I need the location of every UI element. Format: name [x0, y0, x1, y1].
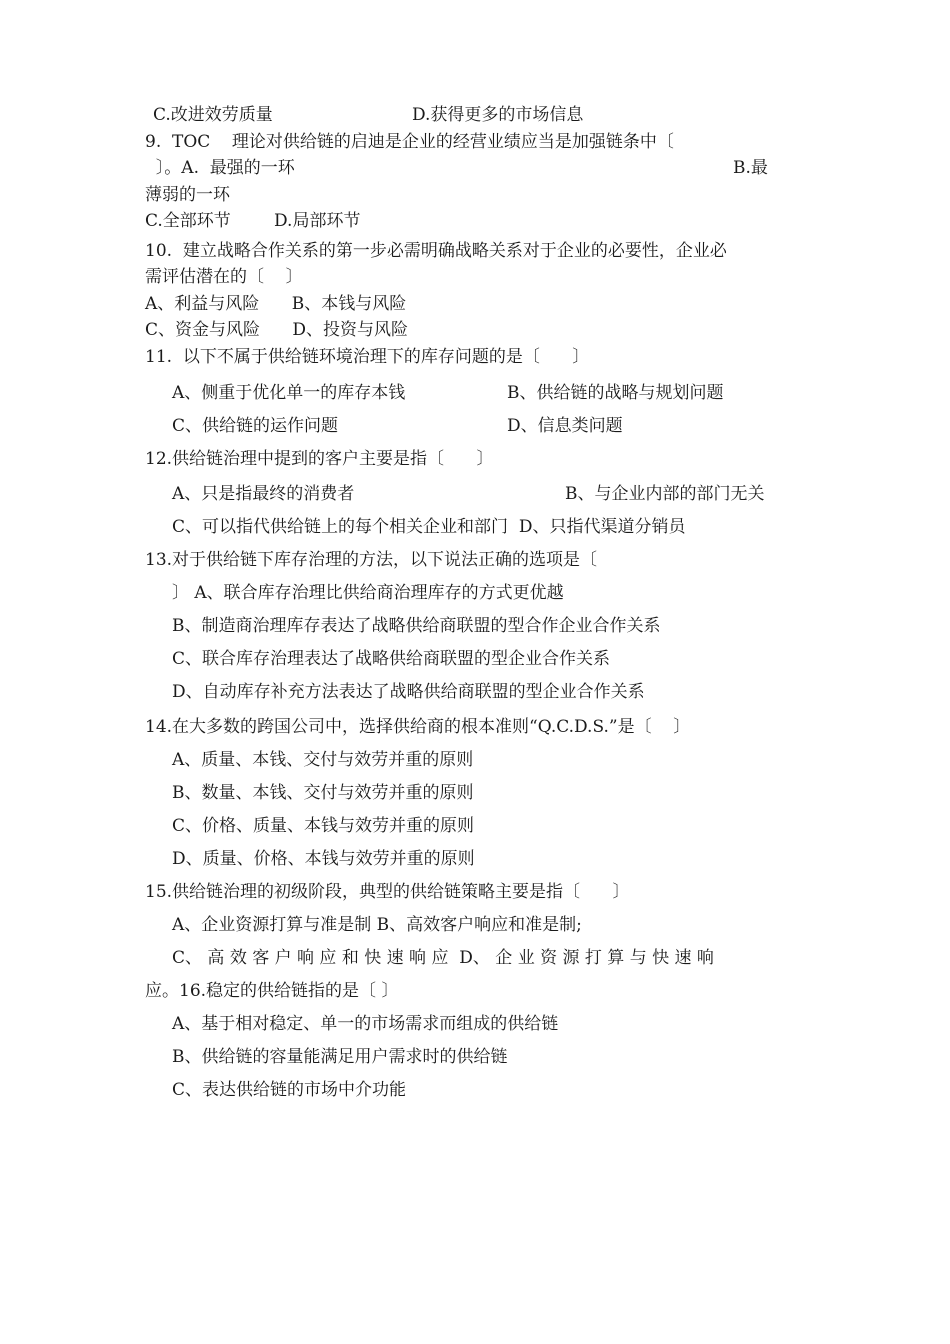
- q9-option-b-start: B.最: [733, 158, 768, 178]
- q9-stem: 9. TOC 理论对供给链的启迪是企业的经营业绩应当是加强链条中〔: [145, 132, 674, 152]
- q12-options-cd: C、可以指代供给链上的每个相关企业和部门 D、只指代渠道分销员: [172, 517, 686, 537]
- q16-option-c: C、表达供给链的市场中介功能: [172, 1080, 407, 1100]
- q8-option-c: C.改进效劳质量: [153, 105, 273, 125]
- q10-options-ab: A、利益与风险 B、本钱与风险: [145, 294, 407, 314]
- q11-stem: 11. 以下不属于供给链环境治理下的库存问题的是〔 〕: [145, 347, 590, 367]
- q14-option-c: C、价格、质量、本钱与效劳并重的原则: [172, 816, 475, 836]
- q13-option-d: D、自动库存补充方法表达了战略供给商联盟的型企业合作关系: [172, 682, 645, 702]
- q8-option-d: D.获得更多的市场信息: [412, 105, 584, 125]
- q10-stem: 10. 建立战略合作关系的第一步必需明确战略关系对于企业的必要性，企业必: [145, 241, 727, 261]
- q10-stem-cont: 需评估潜在的〔 〕: [145, 267, 303, 287]
- q13-stem: 13.对于供给链下库存治理的方法，以下说法正确的选项是〔: [145, 550, 598, 570]
- q13-option-b: B、制造商治理库存表达了战略供给商联盟的型合作企业合作关系: [172, 616, 661, 636]
- q16-option-b: B、供给链的容量能满足用户需求时的供给链: [172, 1047, 508, 1067]
- q11-option-a: A、侧重于优化单一的库存本钱: [172, 383, 406, 403]
- q16-stem: 应。16.稳定的供给链指的是〔 〕: [145, 981, 399, 1001]
- q11-option-b: B、供给链的战略与规划问题: [507, 383, 724, 403]
- q14-option-d: D、质量、价格、本钱与效劳并重的原则: [172, 849, 475, 869]
- q9-options-cd: C.全部环节 D.局部环节: [145, 211, 361, 231]
- q13-option-a: 〕 A、联合库存治理比供给商治理库存的方式更优越: [172, 583, 564, 603]
- q15-options-ab: A、企业资源打算与准是制 B、高效客户响应和准是制;: [172, 915, 582, 935]
- q12-stem: 12.供给链治理中提到的客户主要是指〔 〕: [145, 449, 494, 469]
- q13-option-c: C、联合库存治理表达了战略供给商联盟的型企业合作关系: [172, 649, 611, 669]
- q12-option-b: B、与企业内部的部门无关: [565, 484, 765, 504]
- q15-stem: 15.供给链治理的初级阶段，典型的供给链策略主要是指〔 〕: [145, 882, 630, 902]
- q14-stem: 14.在大多数的跨国公司中，选择供给商的根本准则“Q.C.D.S.”是〔 〕: [145, 717, 691, 737]
- q11-option-d: D、信息类问题: [507, 416, 623, 436]
- q14-option-a: A、质量、本钱、交付与效劳并重的原则: [172, 750, 474, 770]
- q14-option-b: B、数量、本钱、交付与效劳并重的原则: [172, 783, 474, 803]
- q10-options-cd: C、资金与风险 D、投资与风险: [145, 320, 409, 340]
- q16-option-a: A、基于相对稳定、单一的市场需求而组成的供给链: [172, 1014, 559, 1034]
- q12-option-a: A、只是指最终的消费者: [172, 484, 355, 504]
- q9-option-a: 〕。A. 最强的一环: [145, 158, 295, 178]
- q9-option-b-end: 薄弱的一环: [145, 185, 230, 205]
- q15-options-cd: C、 高 效 客 户 响 应 和 快 速 响 应 D、 企 业 资 源 打 算 与 快 速 响: [172, 948, 714, 968]
- q11-option-c: C、供给链的运作问题: [172, 416, 339, 436]
